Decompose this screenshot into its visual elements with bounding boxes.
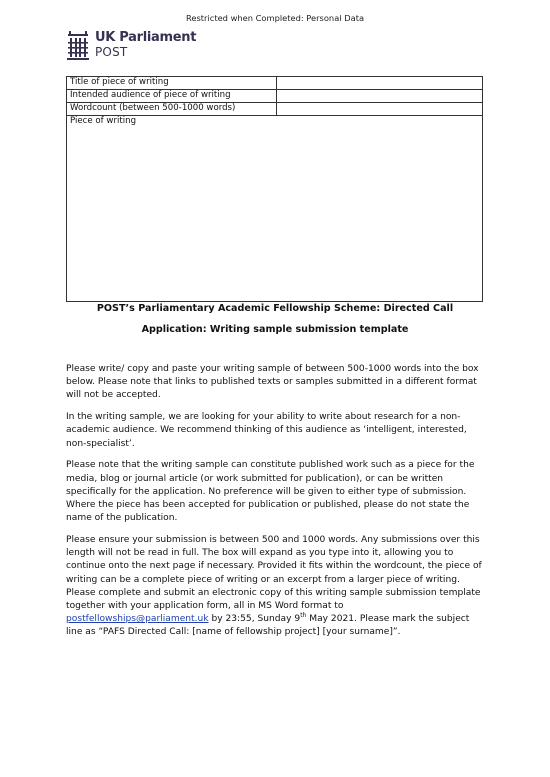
logo-title: UK Parliament: [95, 30, 197, 45]
piece-of-writing-field[interactable]: [67, 116, 483, 302]
instruction-paragraph: Please write/ copy and paste your writing sample of between 500-1000 words into the box below. Please note that links to published texts or samples submitted in a different format will not be accepted.: [66, 364, 479, 401]
form-row: [67, 116, 483, 302]
piece-of-writing-label: Piece of writing: [70, 116, 137, 126]
audience-label: Intended audience of piece of writing: [67, 90, 277, 103]
ordinal-suffix: th: [300, 612, 307, 620]
instruction-paragraph: In the writing sample, we are looking for your ability to write about research for a non-academic audience. We recommend thinking of this audience as ‘intelligent, interested, non-specialist’.: [66, 412, 467, 449]
submission-text: Please ensure your submission is between 500 and 1000 words. Any submissions over this length will not be read in full. The box will expand as you type into it, allowing you to continue onto the next page if necessary. Provided it fits within the wordcount, the piece of writing can be a complete piece of writing or an excerpt from a larger piece of writing. Please complete and submit an electronic copy of this writing sample submission template together with your application form, all in MS Word format to: [66, 535, 482, 612]
portcullis-icon: [66, 31, 90, 61]
audience-field[interactable]: [277, 90, 483, 103]
deadline-text: by 23:55, Sunday 9: [208, 614, 301, 625]
instruction-paragraph: [66, 534, 486, 640]
email-link[interactable]: postfellowships@parliament.uk: [66, 614, 209, 625]
instruction-paragraph: Please note that the writing sample can constitute published work such as a piece for the media, blog or journal article (or work submitted for publication), or can be written specifically for the application. No preference will be given to either type of submission. Where the piece has been accepted for publication or published, please do not state the name of the publication.: [66, 460, 475, 524]
document-subtitle: Application: Writing sample submission template: [141, 324, 409, 335]
wordcount-field[interactable]: [277, 103, 483, 116]
submission-form-table: [66, 76, 483, 302]
uk-parliament-logo: [66, 31, 196, 67]
logo-subtitle: POST: [95, 45, 128, 59]
document-title: POST’s Parliamentary Academic Fellowship Scheme: Directed Call: [96, 303, 454, 314]
classification-header: Restricted when Completed: Personal Data: [185, 13, 365, 23]
subject-line-text: May 2021. Please mark the subject line as “PAFS Directed Call: [name of fellowship project] [your surname]”.: [66, 614, 470, 638]
form-row: [67, 90, 483, 103]
form-row: [67, 77, 483, 90]
wordcount-label: Wordcount (between 500-1000 words): [67, 103, 277, 116]
instructions: [66, 363, 486, 648]
form-row: [67, 103, 483, 116]
title-field[interactable]: [277, 77, 483, 90]
title-label: Title of piece of writing: [67, 77, 277, 90]
